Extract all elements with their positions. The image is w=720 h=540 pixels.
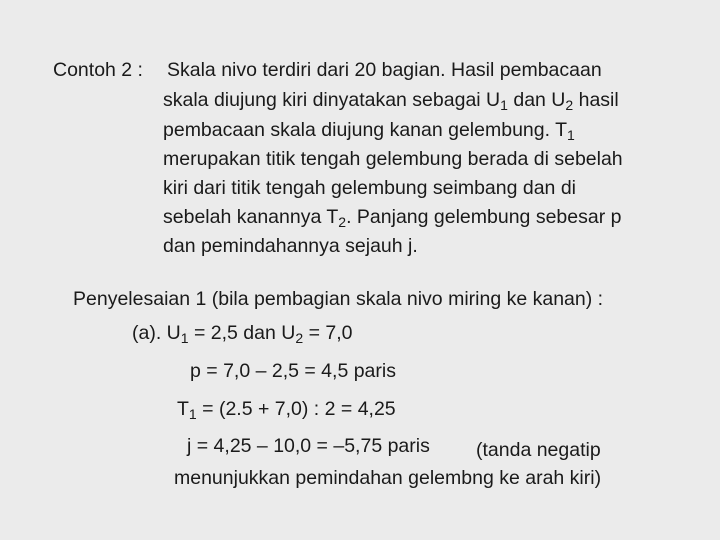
example-line-5: kiri dari titik tengah gelembung seimbang dan di xyxy=(163,177,576,199)
t1-prefix: T xyxy=(177,398,189,420)
example-line-2-text-b: dan U xyxy=(507,89,566,111)
t1-rest: = (2.5 + 7,0) : 2 = 4,25 xyxy=(196,398,396,420)
example-line-6-sub: 2 xyxy=(338,214,347,231)
example-line-1: Skala nivo terdiri dari 20 bagian. Hasil pembacaan xyxy=(167,59,602,81)
step-a-mid: = 2,5 dan U xyxy=(188,322,296,344)
solution-p-equation: p = 7,0 – 2,5 = 4,5 paris xyxy=(190,360,396,382)
example-line-2-text-a: skala diujung kiri dinyatakan sebagai U xyxy=(163,89,501,111)
solution-t1-equation xyxy=(177,397,396,421)
example-line-6-text-a: sebelah kanannya T xyxy=(163,206,339,228)
example-line-3 xyxy=(163,118,575,142)
example-line-7: dan pemindahannya sejauh j. xyxy=(163,235,418,257)
step-a-sub-2: 2 xyxy=(295,330,304,347)
t1-sub: 1 xyxy=(188,406,197,423)
solution-step-a xyxy=(132,321,353,345)
step-a-end: = 7,0 xyxy=(303,322,353,344)
solution-j-note: (tanda negatip xyxy=(476,439,601,461)
example-line-3-sub: 1 xyxy=(567,127,575,144)
example-line-6 xyxy=(163,205,621,229)
step-a-prefix: (a). U xyxy=(132,322,181,344)
example-line-2-sub-2: 2 xyxy=(565,97,574,114)
example-line-6-text-b: . Panjang gelembung sebesar p xyxy=(346,206,622,228)
solution-j-equation: j = 4,25 – 10,0 = –5,75 paris xyxy=(187,435,430,457)
example-line-2 xyxy=(163,88,619,112)
example-line-2-sub-1: 1 xyxy=(500,97,508,114)
solution-heading: Penyelesaian 1 (bila pembagian skala nivo miring ke kanan) : xyxy=(73,288,604,310)
solution-note-continuation: menunjukkan pemindahan gelembng ke arah kiri) xyxy=(174,467,602,489)
example-label: Contoh 2 : xyxy=(53,59,143,81)
example-line-2-text-c: hasil xyxy=(573,89,619,111)
example-line-3-text: pembacaan skala diujung kanan gelembung. T xyxy=(163,119,568,141)
step-a-sub-1: 1 xyxy=(180,330,189,347)
example-line-4: merupakan titik tengah gelembung berada di sebelah xyxy=(163,148,623,170)
